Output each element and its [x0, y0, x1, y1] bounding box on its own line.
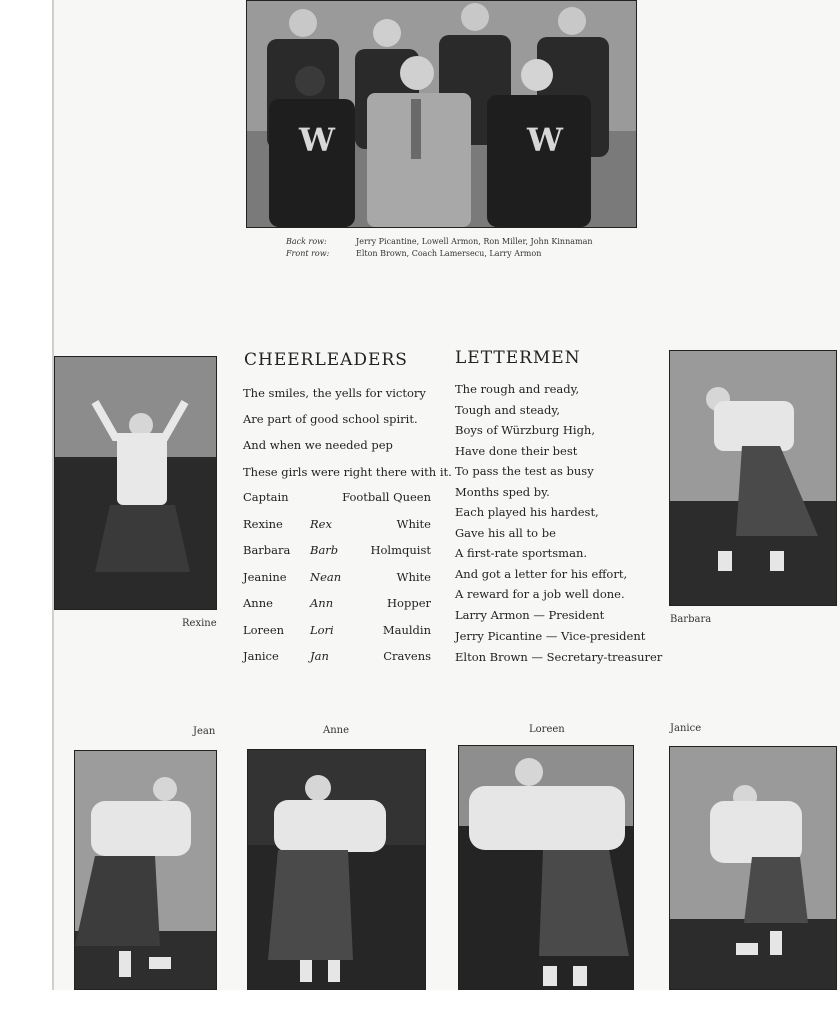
- lettermen-poem: [455, 379, 627, 605]
- anne-photo: [247, 749, 426, 990]
- group-photo-caption: [286, 236, 593, 260]
- rexine-photo: [54, 356, 217, 610]
- poem-line: Tough and steady,: [455, 402, 560, 417]
- jean-caption: Jean: [193, 726, 216, 737]
- roster-last: White: [396, 569, 431, 584]
- lettermen-group-photo: [246, 0, 637, 228]
- roster-last: Holmquist: [370, 543, 431, 557]
- roster-row: [243, 543, 431, 570]
- roster-header-captain: Captain: [243, 490, 289, 504]
- poem-line: To pass the test as busy: [455, 464, 594, 478]
- roster-header-queen: Football Queen: [342, 490, 431, 504]
- cheerleaders-heading: CHEERLEADERS: [244, 350, 408, 370]
- front-row-names: Elton Brown, Coach Lamersecu, Larry Armon: [356, 249, 542, 258]
- svg-text:W: W: [527, 121, 563, 159]
- back-row-label: Back row:: [286, 237, 327, 246]
- poem-line: Each played his hardest,: [455, 505, 599, 519]
- loreen-caption: Loreen: [529, 724, 565, 735]
- lettermen-officers: [455, 605, 662, 668]
- barbara-caption: Barbara: [670, 614, 712, 625]
- officer-secretary-treasurer: Elton Brown — Secretary-treasurer: [455, 650, 663, 664]
- lettermen-heading: LETTERMEN: [455, 348, 581, 368]
- jean-photo: [74, 750, 217, 990]
- cheerleaders-poem: [243, 380, 452, 485]
- rexine-caption: Rexine: [182, 618, 217, 629]
- poem-line: Boys of Würzburg High,: [455, 423, 595, 437]
- roster-row: [243, 570, 431, 597]
- poem-line: A first-rate sportsman.: [455, 546, 588, 560]
- poem-line: Months sped by.: [455, 484, 550, 499]
- roster-name: Jeanine: [243, 569, 287, 584]
- anne-caption: Anne: [323, 725, 350, 736]
- poem-line: And when we needed pep: [243, 438, 393, 453]
- poem-line: These girls were right there with it.: [243, 464, 452, 479]
- roster-name: Janice: [243, 649, 279, 663]
- roster-last: Hopper: [387, 596, 431, 610]
- roster-row: [243, 649, 431, 676]
- roster-nick: Lori: [310, 622, 334, 637]
- roster-nick: Barb: [310, 543, 339, 557]
- back-row-names: Jerry Picantine, Lowell Armon, Ron Miller, John Kinnaman: [356, 237, 593, 246]
- roster-last: White: [396, 516, 431, 531]
- poem-line: The rough and ready,: [455, 382, 580, 396]
- poem-line: Have done their best: [455, 443, 578, 458]
- roster-last: Mauldin: [382, 622, 431, 637]
- roster-nick: Rex: [310, 516, 332, 531]
- officer-vice-president: Jerry Picantine — Vice-president: [455, 629, 646, 643]
- poem-line: Gave his all to be: [455, 525, 556, 540]
- roster-last: Cravens: [383, 649, 431, 663]
- cheerleader-roster: [243, 490, 431, 676]
- front-row-label: Front row:: [286, 249, 330, 258]
- loreen-photo: [458, 745, 634, 990]
- svg-text:W: W: [299, 121, 335, 159]
- poem-line: A reward for a job well done.: [455, 587, 625, 601]
- roster-nick: Jan: [310, 649, 329, 663]
- poem-line: The smiles, the yells for victory: [243, 386, 426, 400]
- roster-name: Loreen: [243, 622, 285, 637]
- roster-name: Barbara: [243, 543, 291, 557]
- janice-caption: Janice: [670, 723, 702, 734]
- roster-row: [243, 517, 431, 544]
- officer-president: Larry Armon — President: [455, 608, 605, 622]
- poem-line: Are part of good school spirit.: [243, 412, 418, 427]
- barbara-photo: [669, 350, 837, 606]
- roster-header: [243, 490, 431, 517]
- poem-line: And got a letter for his effort,: [455, 566, 628, 581]
- roster-nick: Nean: [310, 569, 342, 584]
- janice-photo: [669, 746, 837, 990]
- roster-row: [243, 623, 431, 650]
- roster-name: Anne: [243, 596, 273, 610]
- roster-name: Rexine: [243, 516, 283, 531]
- roster-row: [243, 596, 431, 623]
- roster-nick: Ann: [310, 596, 334, 610]
